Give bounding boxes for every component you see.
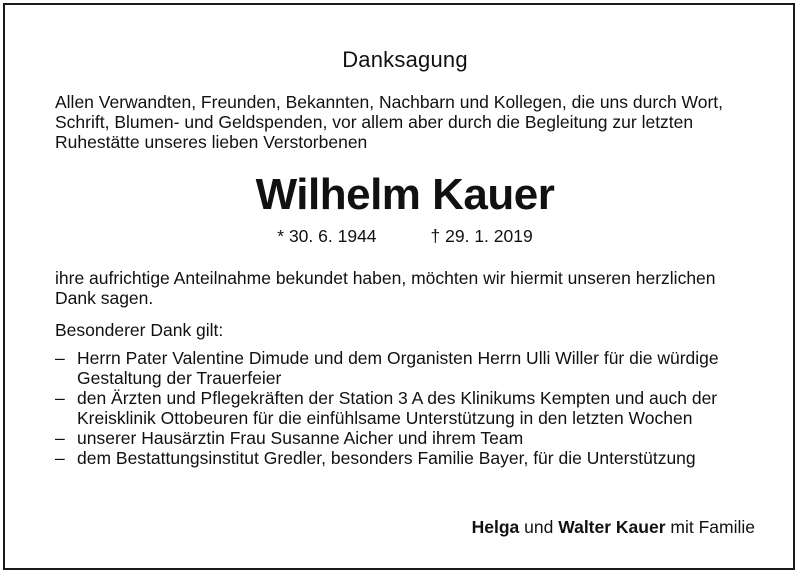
- list-item: [55, 448, 755, 468]
- birth-date: * 30. 6. 1944: [277, 226, 377, 246]
- list-dash: –: [55, 448, 65, 468]
- thanks-paragraph: ihre aufrichtige Anteilnahme bekundet haben, möchten wir hiermit unseren herzlichen Dank sagen.: [55, 268, 716, 308]
- list-item-text: den Ärzten und Pflegekräften der Station 3 A des Klinikums Kempten und auch der Kreisklinik Ottobeuren für die einfühlsame Unterstützung in den letzten Wochen: [77, 388, 718, 428]
- signature-suffix: mit Familie: [670, 517, 755, 537]
- list-dash: –: [55, 388, 65, 408]
- signature-and: und: [524, 517, 554, 537]
- list-dash: –: [55, 348, 65, 368]
- deceased-name: Wilhelm Kauer: [255, 170, 555, 219]
- special-thanks-label: Besonderer Dank gilt:: [55, 320, 224, 340]
- list-item-text: Herrn Pater Valentine Dimude und dem Organisten Herrn Ulli Willer für die würdige Gestaltung der Trauerfeier: [77, 348, 719, 388]
- intro-text: Allen Verwandten, Freunden, Bekannten, Nachbarn und Kollegen, die uns durch Wort, Schrift, Blumen- und Geldspenden, vor allem aber durch die Begleitung zur letzten Ruhestätte unseres lieben Verstorbenen: [55, 92, 724, 152]
- list-item-text: dem Bestattungsinstitut Gredler, besonders Familie Bayer, für die Unterstützung: [77, 448, 696, 468]
- heading: Danksagung: [342, 47, 468, 72]
- list-dash: –: [55, 428, 65, 448]
- signature: [472, 517, 755, 538]
- list-item: [55, 428, 755, 448]
- list-item: [55, 348, 755, 388]
- signature-name-1: Helga: [471, 517, 520, 537]
- list-item-text: unserer Hausärztin Frau Susanne Aicher und ihrem Team: [77, 428, 524, 448]
- life-dates: [55, 226, 755, 247]
- obituary-card: [3, 3, 795, 570]
- signature-name-2: Walter Kauer: [558, 517, 666, 537]
- list-item: [55, 388, 755, 428]
- thanks-list: [55, 348, 755, 468]
- death-date: † 29. 1. 2019: [430, 226, 533, 246]
